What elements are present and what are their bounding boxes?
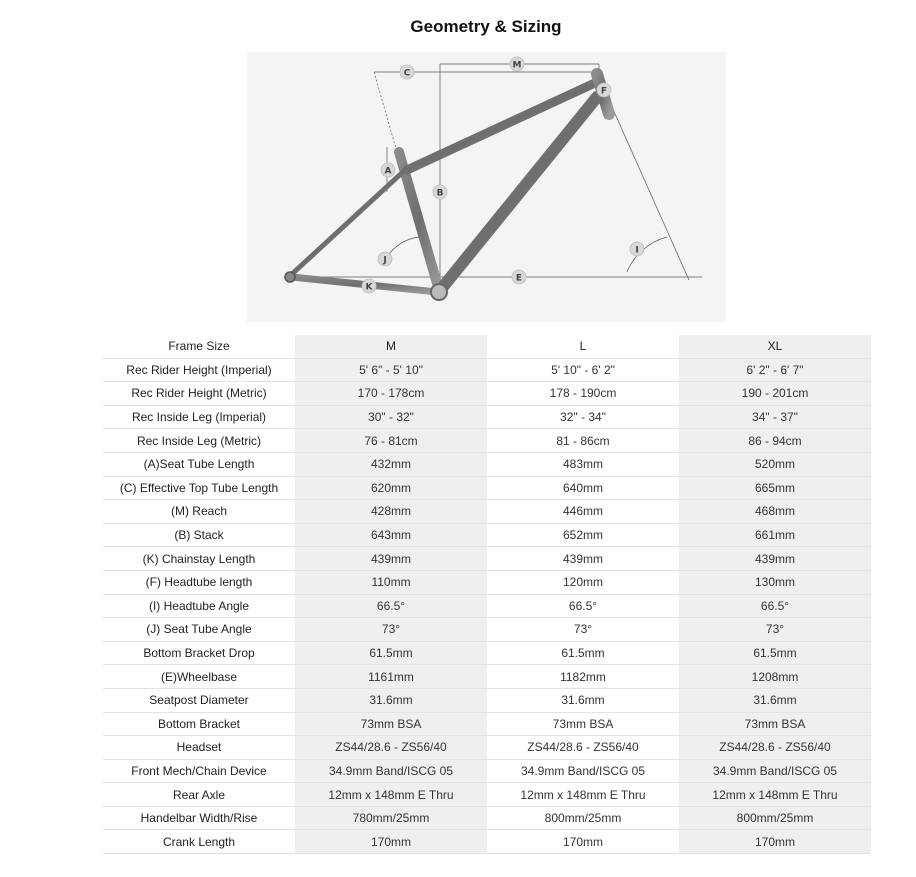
cell-value: 31.6mm <box>487 688 679 712</box>
cell-value: 61.5mm <box>295 641 487 665</box>
cell-value: 5' 10" - 6' 2" <box>487 358 679 382</box>
table-body <box>103 358 871 853</box>
cell-value: 73mm BSA <box>295 712 487 736</box>
table-header-row <box>103 335 871 358</box>
cell-value: 6' 2" - 6' 7" <box>679 358 871 382</box>
cell-value: 66.5° <box>295 594 487 618</box>
cell-value: 665mm <box>679 476 871 500</box>
label-c-icon <box>400 65 414 79</box>
cell-value: 483mm <box>487 452 679 476</box>
row-label: (I) Headtube Angle <box>103 594 295 618</box>
table-row <box>103 500 871 524</box>
label-i-icon <box>630 242 644 256</box>
frame-tubes <box>292 74 609 292</box>
row-label: (M) Reach <box>103 500 295 524</box>
cell-value: 30" - 32" <box>295 405 487 429</box>
row-label: Rec Rider Height (Metric) <box>103 382 295 406</box>
row-label: (K) Chainstay Length <box>103 547 295 571</box>
row-label: Headset <box>103 736 295 760</box>
cell-value: 780mm/25mm <box>295 806 487 830</box>
table-row <box>103 759 871 783</box>
label-m-icon <box>510 57 524 71</box>
table-row <box>103 594 871 618</box>
cell-value: 34" - 37" <box>679 405 871 429</box>
line-i <box>612 107 689 280</box>
cell-value: 73° <box>487 618 679 642</box>
row-label: Rec Rider Height (Imperial) <box>103 358 295 382</box>
row-label: Seatpost Diameter <box>103 688 295 712</box>
cell-value: 468mm <box>679 500 871 524</box>
row-label: Rec Inside Leg (Imperial) <box>103 405 295 429</box>
down-tube <box>442 97 597 288</box>
svg-text:A: A <box>384 166 392 177</box>
cell-value: 1208mm <box>679 665 871 689</box>
label-j-icon <box>378 252 392 266</box>
cell-value: 66.5° <box>679 594 871 618</box>
cell-value: 31.6mm <box>295 688 487 712</box>
cell-value: 32" - 34" <box>487 405 679 429</box>
svg-text:B: B <box>436 188 444 199</box>
cell-value: 170mm <box>679 830 871 854</box>
line-c-drop <box>374 72 397 152</box>
cell-value: ZS44/28.6 - ZS56/40 <box>487 736 679 760</box>
cell-value: 800mm/25mm <box>679 806 871 830</box>
measurement-lines <box>290 64 702 292</box>
table-row <box>103 783 871 807</box>
svg-text:I: I <box>635 245 639 256</box>
cell-value: 73mm BSA <box>679 712 871 736</box>
table-row <box>103 382 871 406</box>
row-label: Rec Inside Leg (Metric) <box>103 429 295 453</box>
cell-value: 34.9mm Band/ISCG 05 <box>679 759 871 783</box>
bottom-bracket <box>431 284 447 300</box>
cell-value: 31.6mm <box>679 688 871 712</box>
cell-value: 81 - 86cm <box>487 429 679 453</box>
svg-text:F: F <box>600 86 608 97</box>
cell-value: 34.9mm Band/ISCG 05 <box>487 759 679 783</box>
geometry-table <box>103 335 871 854</box>
cell-value: 66.5° <box>487 594 679 618</box>
row-label: Bottom Bracket <box>103 712 295 736</box>
cell-value: 86 - 94cm <box>679 429 871 453</box>
table-row <box>103 736 871 760</box>
row-label: Bottom Bracket Drop <box>103 641 295 665</box>
frame-diagram-svg <box>247 52 726 322</box>
row-label: Rear Axle <box>103 783 295 807</box>
cell-value: 800mm/25mm <box>487 806 679 830</box>
svg-text:M: M <box>512 60 522 71</box>
svg-text:C: C <box>403 68 411 79</box>
page-title: Geometry & Sizing <box>410 17 562 36</box>
table-row <box>103 618 871 642</box>
table-row <box>103 429 871 453</box>
table-row <box>103 641 871 665</box>
cell-value: 5' 6" - 5' 10" <box>295 358 487 382</box>
cell-value: 640mm <box>487 476 679 500</box>
row-label: (J) Seat Tube Angle <box>103 618 295 642</box>
cell-value: 12mm x 148mm E Thru <box>295 783 487 807</box>
cell-value: 520mm <box>679 452 871 476</box>
row-label: (A)Seat Tube Length <box>103 452 295 476</box>
cell-value: 170 - 178cm <box>295 382 487 406</box>
cell-value: 130mm <box>679 570 871 594</box>
cell-value: 73mm BSA <box>487 712 679 736</box>
cell-value: 439mm <box>679 547 871 571</box>
rear-dropout <box>285 272 295 282</box>
cell-value: 620mm <box>295 476 487 500</box>
cell-value: 73° <box>679 618 871 642</box>
cell-value: 110mm <box>295 570 487 594</box>
cell-value: 12mm x 148mm E Thru <box>679 783 871 807</box>
row-label: Front Mech/Chain Device <box>103 759 295 783</box>
cell-value: ZS44/28.6 - ZS56/40 <box>679 736 871 760</box>
cell-value: 439mm <box>295 547 487 571</box>
table-row <box>103 405 871 429</box>
row-label: Handelbar Width/Rise <box>103 806 295 830</box>
cell-value: 120mm <box>487 570 679 594</box>
table-row <box>103 452 871 476</box>
svg-text:K: K <box>365 282 373 293</box>
cell-value: 178 - 190cm <box>487 382 679 406</box>
cell-value: 76 - 81cm <box>295 429 487 453</box>
label-k-icon <box>362 279 376 293</box>
cell-value: 643mm <box>295 523 487 547</box>
cell-value: 61.5mm <box>679 641 871 665</box>
header-size-m: M <box>295 335 487 358</box>
cell-value: 428mm <box>295 500 487 524</box>
arc-j <box>387 237 419 257</box>
header-size-xl: XL <box>679 335 871 358</box>
cell-value: 73° <box>295 618 487 642</box>
cell-value: 61.5mm <box>487 641 679 665</box>
table-row <box>103 688 871 712</box>
cell-value: 170mm <box>487 830 679 854</box>
cell-value: 432mm <box>295 452 487 476</box>
table-row <box>103 712 871 736</box>
row-label: (B) Stack <box>103 523 295 547</box>
row-label: (E)Wheelbase <box>103 665 295 689</box>
cell-value: 661mm <box>679 523 871 547</box>
cell-value: 170mm <box>295 830 487 854</box>
svg-text:E: E <box>515 273 523 284</box>
cell-value: 652mm <box>487 523 679 547</box>
cell-value: 1161mm <box>295 665 487 689</box>
table-row <box>103 665 871 689</box>
cell-value: 446mm <box>487 500 679 524</box>
label-e-icon <box>512 270 526 284</box>
svg-text:J: J <box>383 255 387 266</box>
header-frame-size: Frame Size <box>103 335 295 358</box>
cell-value: ZS44/28.6 - ZS56/40 <box>295 736 487 760</box>
cell-value: 12mm x 148mm E Thru <box>487 783 679 807</box>
cell-value: 439mm <box>487 547 679 571</box>
header-size-l: L <box>487 335 679 358</box>
table-row <box>103 358 871 382</box>
table-row <box>103 570 871 594</box>
row-label: (F) Headtube length <box>103 570 295 594</box>
table-row <box>103 830 871 854</box>
cell-value: 1182mm <box>487 665 679 689</box>
table-row <box>103 806 871 830</box>
cell-value: 190 - 201cm <box>679 382 871 406</box>
row-label: Crank Length <box>103 830 295 854</box>
label-b-icon <box>433 185 447 199</box>
cell-value: 34.9mm Band/ISCG 05 <box>295 759 487 783</box>
label-f-icon <box>597 83 611 97</box>
table-row <box>103 523 871 547</box>
table-row <box>103 547 871 571</box>
frame-geometry-diagram <box>247 52 726 322</box>
label-a-icon <box>381 163 395 177</box>
row-label: (C) Effective Top Tube Length <box>103 476 295 500</box>
table-row <box>103 476 871 500</box>
